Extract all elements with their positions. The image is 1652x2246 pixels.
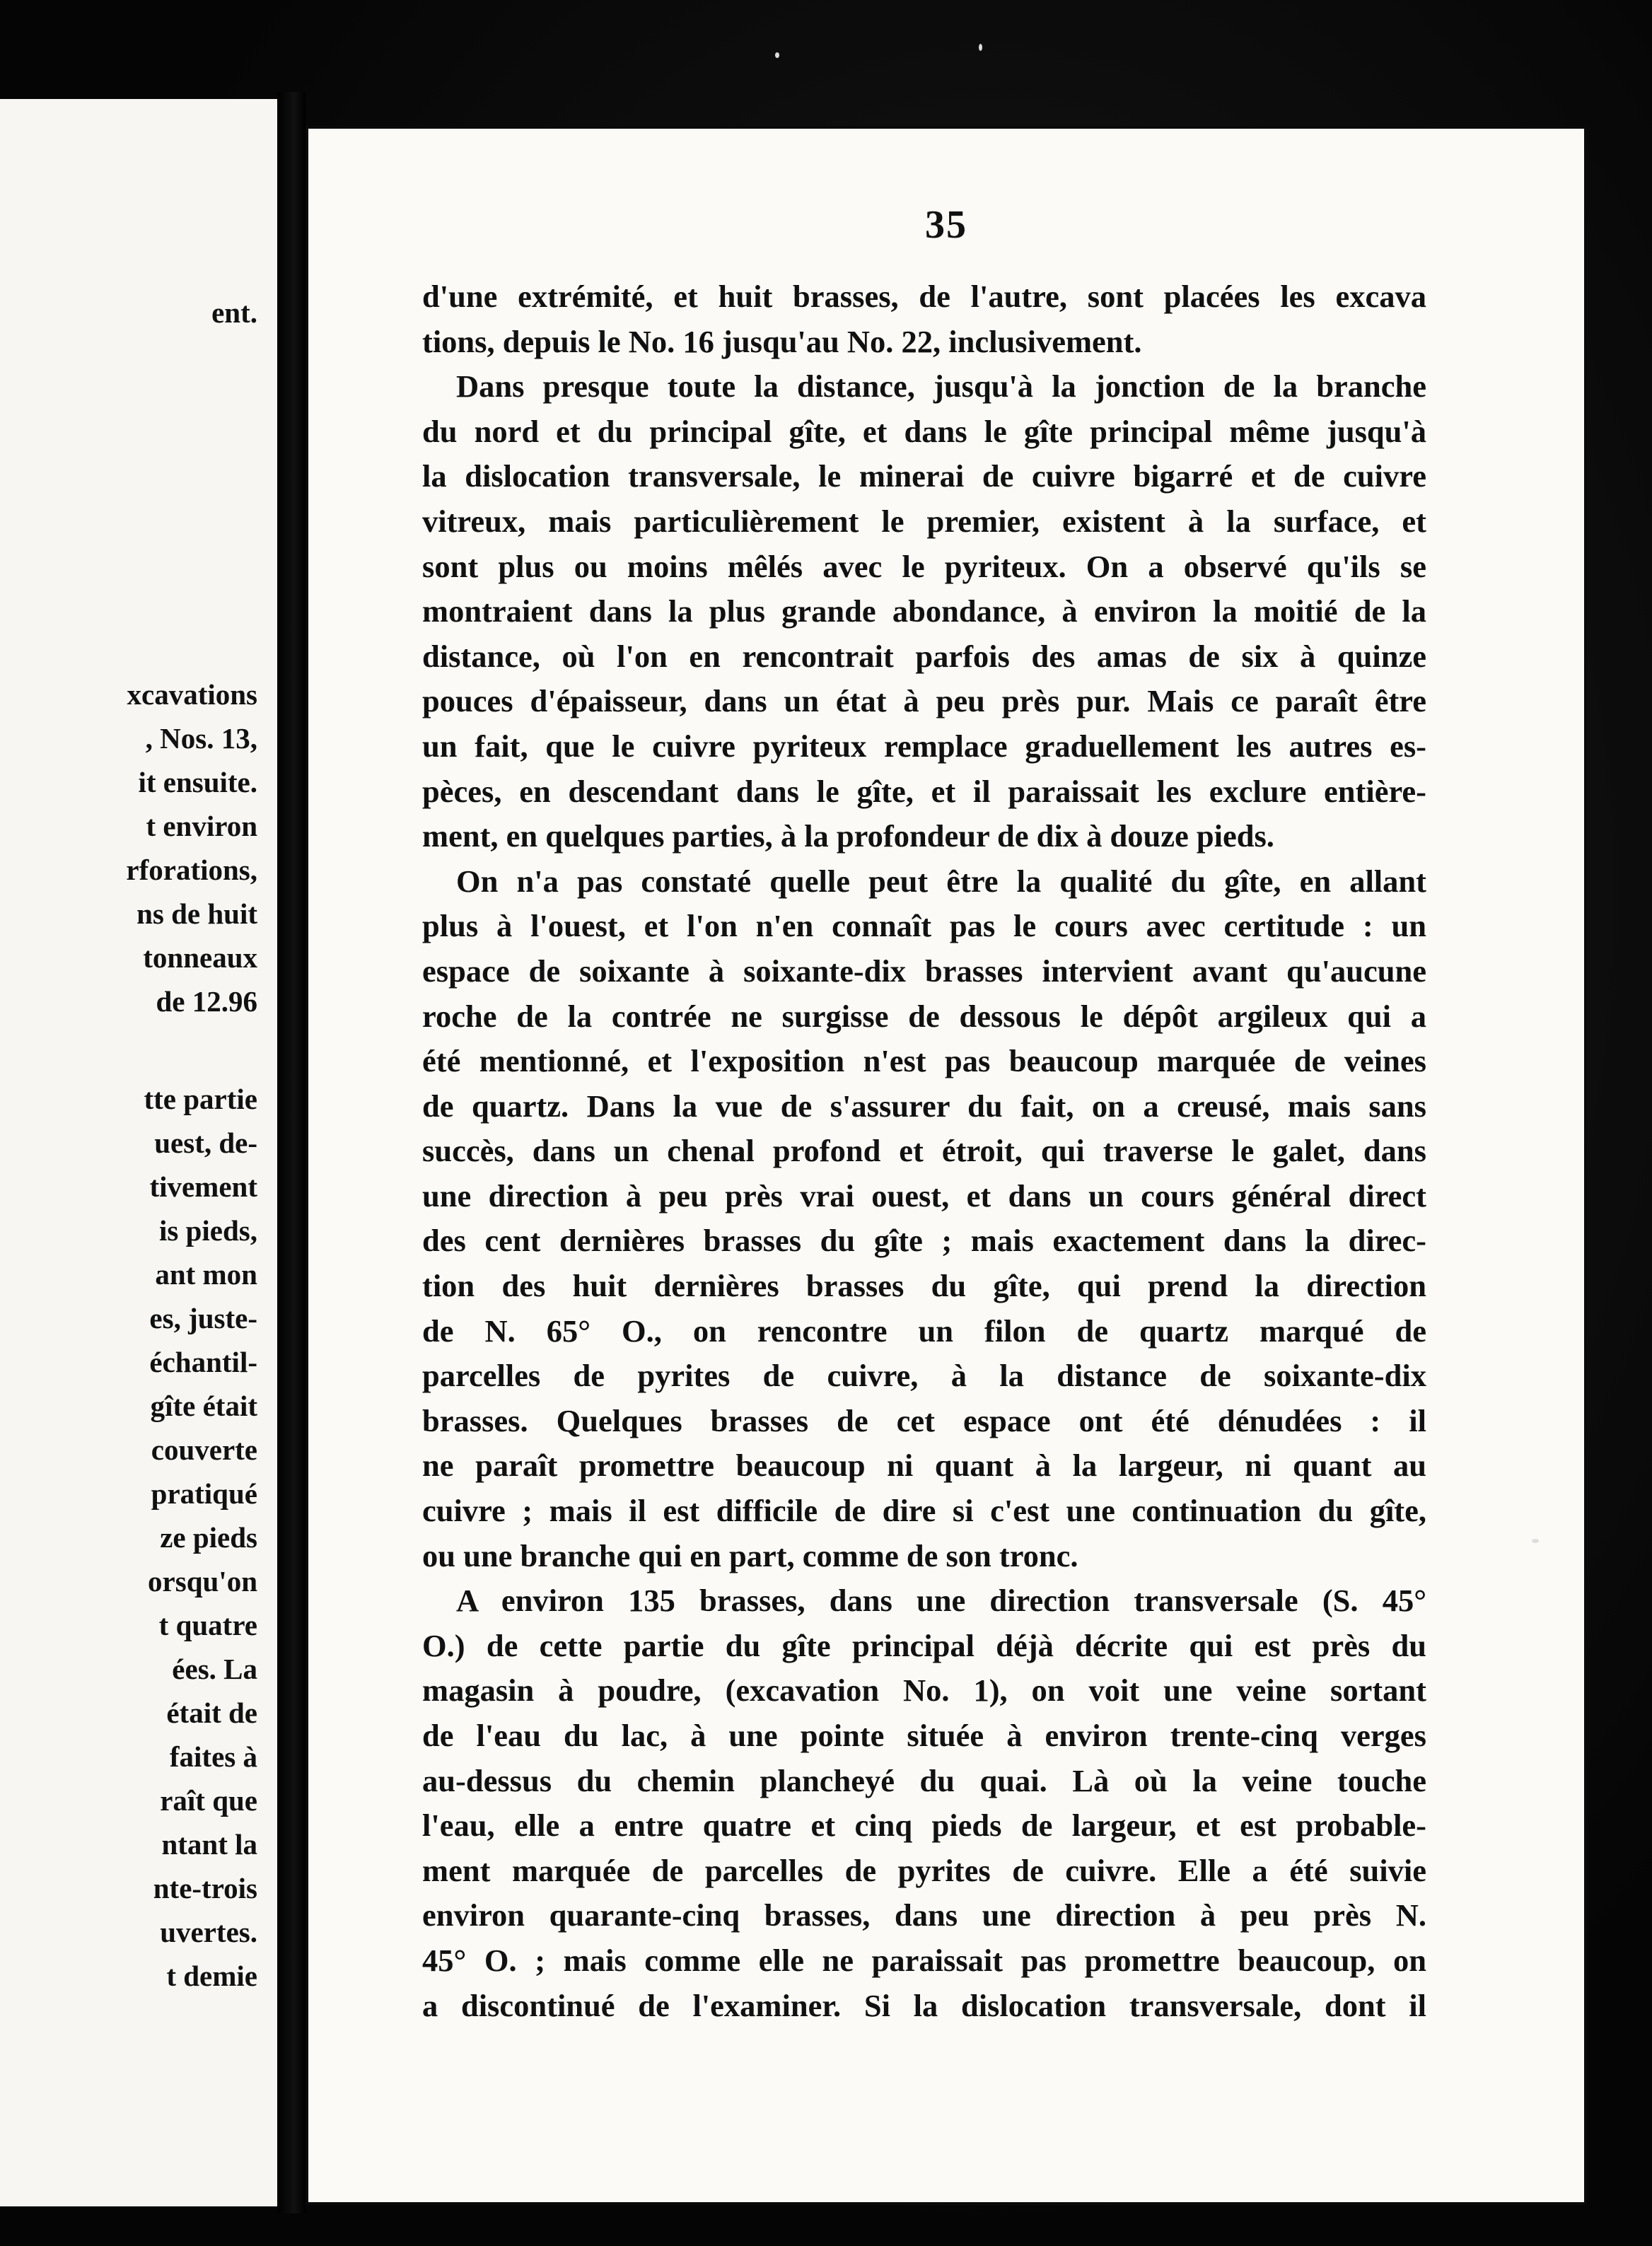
left-fragment-line: couverte (151, 1433, 257, 1466)
left-fragment-line: raît que (160, 1784, 257, 1817)
text-line: Dans presque toute la distance, jusqu'à la jonction de la branche (456, 368, 1426, 405)
left-fragment-line: ntant la (161, 1828, 257, 1861)
text-line: cuivre ; mais il est difficile de dire si c'est une continuation du gîte, (422, 1493, 1426, 1529)
text-line: d'une extrémité, et huit brasses, de l'autre, sont placées les excava (422, 279, 1426, 314)
text-line: environ quarante-cinq brasses, dans une direction à peu près N. (422, 1897, 1426, 1933)
left-fragment-line: de 12.96 (156, 985, 257, 1018)
text-line: distance, où l'on en rencontrait parfois des amas de six à quinze (422, 638, 1426, 674)
left-fragment-line: xcavations (127, 678, 257, 711)
left-fragment-line: ze pieds (160, 1521, 257, 1554)
left-fragment-line: , Nos. 13, (145, 722, 257, 755)
text-line: espace de soixante à soixante-dix brasses intervient avant qu'aucune (422, 953, 1426, 989)
left-fragment-line: t demie (166, 1960, 257, 1992)
left-fragment-line: uvertes. (160, 1916, 257, 1948)
text-line: ment, en quelques parties, à la profondeur de dix à douze pieds. (422, 818, 1274, 854)
left-fragment-line: ns de huit (136, 897, 257, 930)
left-fragment-line: ant mon (155, 1258, 257, 1291)
text-line: ou une branche qui en part, comme de son tronc. (422, 1537, 1078, 1573)
text-line: montraient dans la plus grande abondance, à environ la moitié de la (422, 593, 1426, 629)
text-line: pèces, en descendant dans le gîte, et il paraissait les exclure entière- (422, 773, 1426, 809)
left-fragment-line: tte partie (144, 1083, 257, 1115)
text-line: des cent dernières brasses du gîte ; mais exactement dans la direc- (422, 1223, 1426, 1259)
left-fragment-line: rforations, (126, 854, 257, 886)
text-line: sont plus ou moins mêlés avec le pyriteux. On a observé qu'ils se (422, 548, 1426, 584)
text-line: été mentionné, et l'exposition n'est pas beaucoup marquée de veines (422, 1043, 1426, 1079)
text-line: pouces d'épaisseur, dans un état à peu près pur. Mais ce paraît être (422, 683, 1426, 719)
text-line: de N. 65° O., on rencontre un filon de quartz marqué de (422, 1313, 1426, 1349)
text-line: de quartz. Dans la vue de s'assurer du fait, on a creusé, mais sans (422, 1088, 1426, 1124)
scan-speck (979, 44, 982, 51)
text-line: l'eau, elle a entre quatre et cinq pieds de largeur, et est probable- (422, 1808, 1426, 1844)
text-line: tions, depuis le No. 16 jusqu'au No. 22, inclusivement. (422, 323, 1142, 359)
scan-speck (1532, 1539, 1539, 1543)
left-fragment-line: t quatre (158, 1609, 257, 1641)
text-line: ne paraît promettre beaucoup ni quant à la largeur, ni quant au (422, 1448, 1426, 1484)
text-line: ment marquée de parcelles de pyrites de cuivre. Elle a été suivie (422, 1852, 1426, 1888)
text-line: parcelles de pyrites de cuivre, à la distance de soixante-dix (422, 1358, 1426, 1394)
left-fragment-line: is pieds, (159, 1214, 257, 1247)
left-fragment-line: uest, de- (154, 1127, 257, 1159)
text-line: un fait, que le cuivre pyriteux remplace graduellement les autres es- (422, 728, 1426, 764)
text-line: O.) de cette partie du gîte principal déjà décrite qui est près du (422, 1627, 1426, 1663)
page (306, 126, 1587, 2205)
text-line: brasses. Quelques brasses de cet espace ont été dénudées : il (422, 1402, 1426, 1438)
left-fragment-line: orsqu'on (148, 1565, 257, 1598)
text-line: de l'eau du lac, à une pointe située à environ trente-cinq verges (422, 1718, 1426, 1753)
text-line: au-dessus du chemin plancheyé du quai. Là où la veine touche (422, 1762, 1426, 1798)
left-fragment-line: es, juste- (149, 1302, 257, 1334)
left-fragment-line: échantil- (149, 1346, 257, 1378)
text-line: une direction à peu près vrai ouest, et dans un cours général direct (422, 1177, 1426, 1214)
text-line: vitreux, mais particulièrement le premier, existent à la surface, et (422, 503, 1426, 539)
text-line: A environ 135 brasses, dans une direction transversale (S. 45° (456, 1583, 1426, 1619)
text-line: plus à l'ouest, et l'on n'en connaît pas le cours avec certitude : un (422, 908, 1426, 944)
scan-speck (775, 52, 779, 58)
left-fragment-line: ées. La (172, 1653, 257, 1685)
left-fragment-line: t environ (146, 810, 257, 842)
left-fragment-line: pratiqué (151, 1477, 257, 1510)
body-text (422, 274, 1426, 2028)
text-line: magasin à poudre, (excavation No. 1), on voit une veine sortant (422, 1672, 1426, 1709)
left-fragment-line: it ensuite. (138, 766, 257, 798)
text-line: la dislocation transversale, le minerai de cuivre bigarré et de cuivre (422, 458, 1426, 494)
left-fragment-line: nte-trois (153, 1872, 257, 1904)
book-gutter (277, 92, 306, 2213)
text-line: succès, dans un chenal profond et étroit, qui traverse le galet, dans (422, 1133, 1426, 1169)
text-line: du nord et du principal gîte, et dans le gîte principal même jusqu'à (422, 413, 1426, 449)
text-line: roche de la contrée ne surgisse de dessous le dépôt argileux qui a (422, 998, 1426, 1034)
left-fragment-line: faites à (169, 1740, 257, 1773)
left-fragment-line: tivement (149, 1170, 257, 1203)
text-line: 45° O. ; mais comme elle ne paraissait pas promettre beaucoup, on (422, 1942, 1426, 1978)
text-line: On n'a pas constaté quelle peut être la qualité du gîte, en allant (456, 863, 1426, 899)
left-page-fragment (0, 99, 281, 2206)
left-fragment-line: tonneaux (143, 941, 257, 974)
left-fragment-line: était de (166, 1697, 257, 1729)
left-fragment-line: gîte était (150, 1390, 257, 1422)
text-line: tion des huit dernières brasses du gîte, qui prend la direction (422, 1268, 1426, 1304)
text-line: a discontinué de l'examiner. Si la dislocation transversale, dont il (422, 1987, 1426, 2023)
page-number: 35 (925, 203, 967, 247)
left-fragment-line: ent. (211, 296, 257, 329)
